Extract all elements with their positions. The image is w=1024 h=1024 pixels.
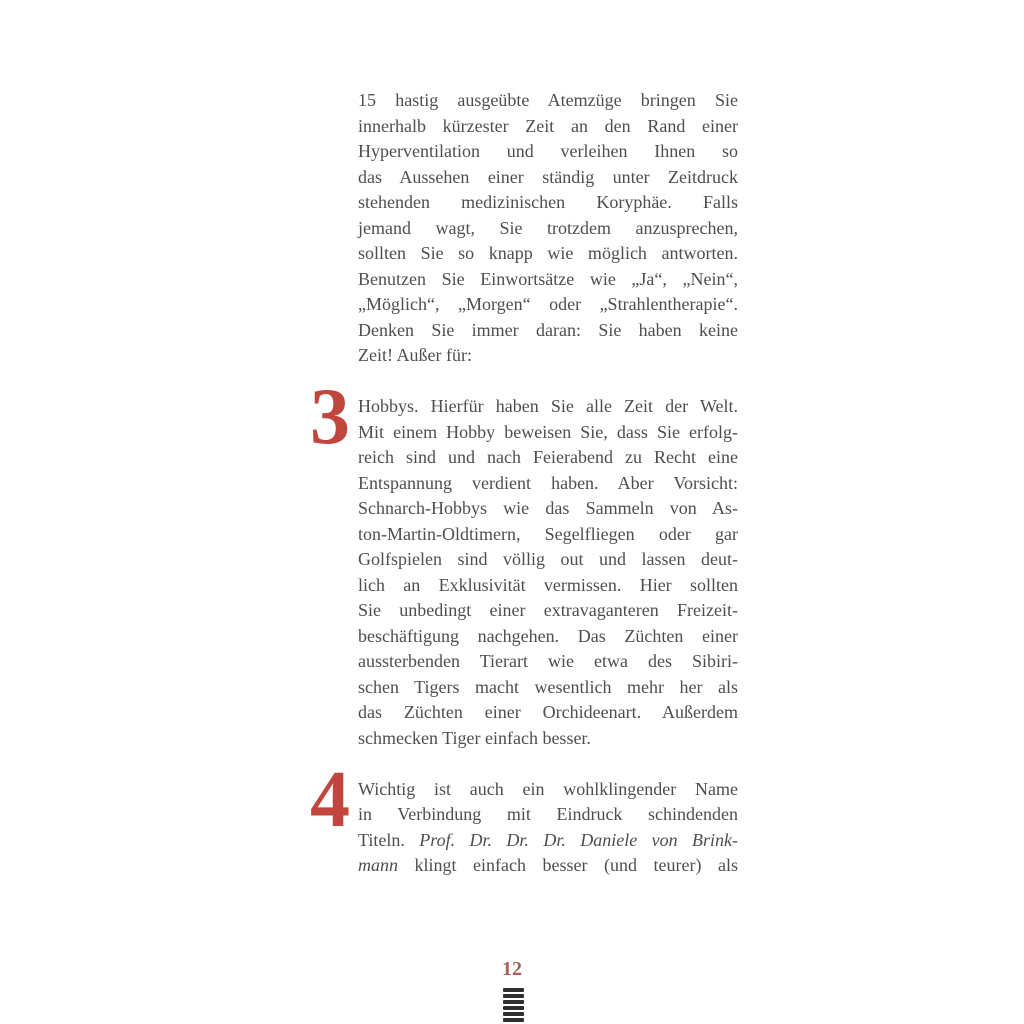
bar	[503, 988, 524, 992]
text-line: Benutzen Sie Einwortsätze wie „Ja“, „Nein“,	[358, 268, 738, 289]
text-line: das Züchten einer Orchideenart. Außerdem	[358, 702, 738, 722]
numbered-paragraph	[310, 373, 738, 751]
list-number: 3	[310, 373, 350, 461]
text-line: schmecken Tiger einfach besser.	[358, 727, 591, 748]
text-line: Hobbys. Hierfür haben Sie alle Zeit der Welt.	[358, 396, 738, 416]
text-line: Hyperventilation und verleihen Ihnen so	[358, 141, 738, 161]
text-line: sollten Sie so knapp wie möglich antworten.	[358, 243, 738, 263]
text-line: Denken Sie immer daran: Sie haben keine	[358, 319, 738, 340]
text-block	[310, 88, 739, 879]
text-line: Mit einem Hobby beweisen Sie, dass Sie erfolg-	[358, 421, 738, 442]
text-line: Zeit! Außer für:	[358, 345, 472, 365]
text-line: ton-Martin-Oldtimern, Segelfliegen oder gar	[358, 523, 738, 544]
list-number: 4	[310, 755, 350, 844]
bar	[503, 994, 524, 998]
text-line: „Möglich“, „Morgen“ oder „Strahlentherapie“.	[358, 294, 738, 314]
text-line	[358, 828, 738, 854]
bar	[503, 1006, 524, 1010]
stacked-bars-icon	[503, 988, 524, 1024]
italic-text: mann	[358, 855, 398, 875]
page-number: 12	[502, 958, 522, 980]
text-line: Wichtig ist auch ein wohlklingender Name	[358, 778, 738, 799]
text-line: reich sind und nach Feierabend zu Recht eine	[358, 447, 738, 467]
bar	[503, 1012, 524, 1016]
text-line	[358, 853, 738, 879]
text-line: schen Tigers macht wesentlich mehr her als	[358, 676, 738, 697]
text-line: 15 hastig ausgeübte Atemzüge bringen Sie	[358, 90, 738, 110]
text-line: in Verbindung mit Eindruck schindenden	[358, 804, 738, 824]
plain-text: klingt einfach besser (und teurer) als	[398, 855, 738, 875]
text-line: jemand wagt, Sie trotzdem anzusprechen,	[358, 217, 738, 238]
text-line: das Aussehen einer ständig unter Zeitdruck	[358, 166, 738, 187]
text-line: lich an Exklusivität vermissen. Hier sollten	[358, 574, 738, 595]
bar	[503, 1000, 524, 1004]
plain-text: Titeln.	[358, 829, 420, 850]
text-line: Schnarch-Hobbys wie das Sammeln von As-	[358, 498, 738, 518]
bar	[503, 1018, 524, 1022]
text-line: Sie unbedingt einer extravaganteren Freizeit-	[358, 600, 738, 620]
text-line: aussterbenden Tierart wie etwa des Sibiri-	[358, 651, 738, 671]
text-line: innerhalb kürzester Zeit an den Rand einer	[358, 115, 738, 136]
text-line: stehenden medizinischen Koryphäe. Falls	[358, 192, 738, 212]
text-line: beschäftigung nachgehen. Das Züchten einer	[358, 625, 738, 646]
text-line: Entspannung verdient haben. Aber Vorsicht:	[358, 472, 738, 493]
paragraph	[358, 88, 738, 369]
italic-text: Prof. Dr. Dr. Dr. Daniele von Brink-	[419, 829, 739, 850]
text-line: Golfspielen sind völlig out und lassen deut-	[358, 549, 738, 569]
numbered-paragraph	[310, 755, 739, 879]
